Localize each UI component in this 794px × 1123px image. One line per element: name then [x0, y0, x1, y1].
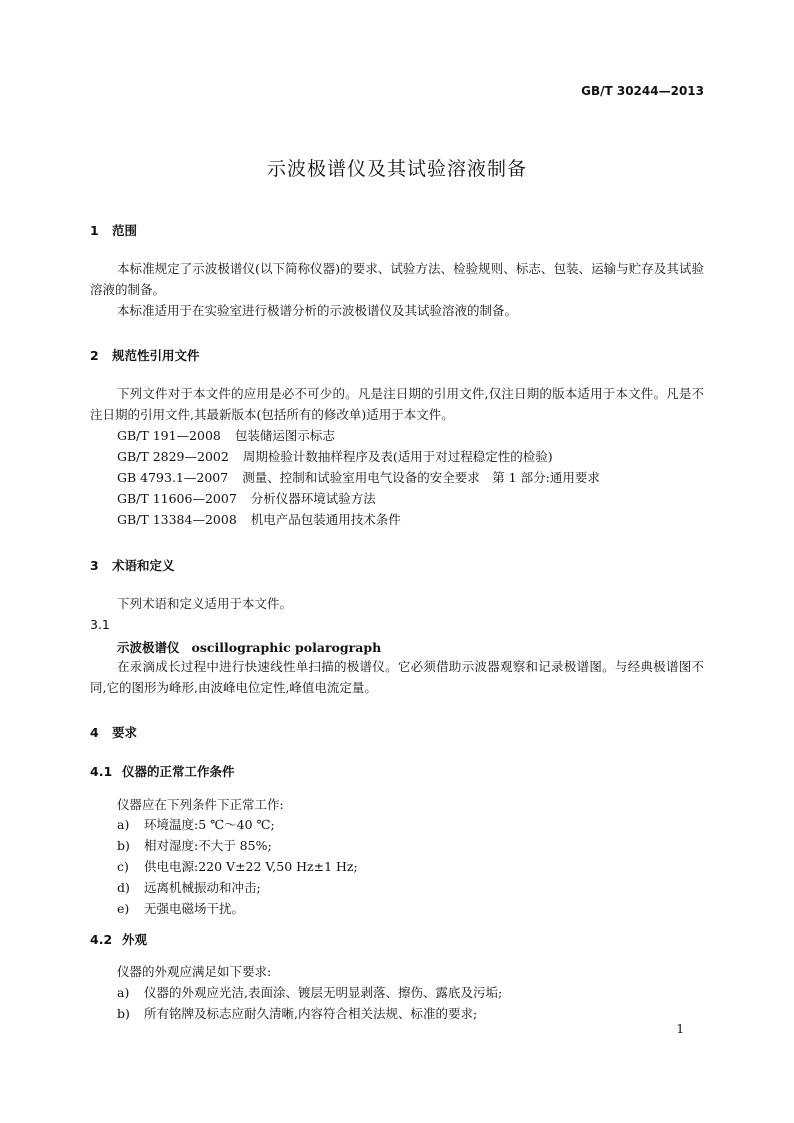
reference-code: GB/T 11606—2007: [117, 491, 237, 506]
list-text: 环境温度:5 ℃～40 ℃;: [144, 817, 275, 832]
subsection-4-2-heading: [90, 930, 147, 948]
list-label: b): [117, 1006, 130, 1021]
reference-item: [117, 468, 600, 486]
list-item: [117, 983, 502, 1001]
list-item: [117, 815, 275, 833]
term-english: oscillographic polarograph: [191, 640, 382, 655]
section-number: 4: [90, 725, 99, 740]
list-item: [117, 1004, 477, 1022]
section-number: 2: [90, 348, 99, 363]
list-label: d): [117, 880, 130, 895]
reference-title: 包装储运图示标志: [234, 428, 335, 443]
section-title: 范围: [112, 223, 138, 238]
subsection-4-1-intro: 仪器应在下列条件下正常工作:: [117, 797, 284, 812]
subsection-4-2-intro: 仪器的外观应满足如下要求:: [117, 964, 272, 979]
section-2-paragraph-1: 下列文件对于本文件的应用是必不可少的。凡是注日期的引用文件,仅注日期的版本适用于本文件。凡是不注日期的引用文件,其最新版本(包括所有的修改单)适用于本文件。: [90, 386, 704, 422]
subsection-title: 仪器的正常工作条件: [122, 764, 235, 779]
list-text: 仪器的外观应光洁,表面涂、镀层无明显剥落、擦伤、露底及污垢;: [144, 985, 503, 1000]
section-1-paragraph-2: 本标准适用于在实验室进行极谱分析的示波极谱仪及其试验溶液的制备。: [117, 303, 518, 318]
list-text: 所有铭牌及标志应耐久清晰,内容符合相关法规、标准的要求;: [144, 1006, 478, 1021]
standard-number: GB/T 30244—2013: [581, 84, 704, 98]
list-item: [117, 857, 358, 875]
page-number: 1: [676, 1022, 684, 1036]
reference-title: 测量、控制和试验室用电气设备的安全要求 第 1 部分:通用要求: [242, 470, 600, 485]
subsection-number: 4.1: [90, 764, 113, 779]
section-1-heading: [90, 221, 137, 239]
list-label: b): [117, 838, 130, 853]
term-heading: [117, 638, 381, 656]
reference-code: GB/T 2829—2002: [117, 449, 229, 464]
subsection-4-1-heading: [90, 762, 235, 780]
reference-title: 分析仪器环境试验方法: [250, 491, 376, 506]
section-4-heading: [90, 723, 137, 741]
section-2-heading: [90, 346, 200, 364]
section-3-heading: [90, 556, 175, 574]
section-1-paragraph-1: 本标准规定了示波极谱仪(以下简称仪器)的要求、试验方法、检验规则、标志、包装、运输与贮存及其试验溶液的制备。: [90, 261, 704, 297]
list-text: 相对湿度:不大于 85%;: [144, 838, 272, 853]
term-chinese: 示波极谱仪: [117, 640, 180, 655]
reference-title: 机电产品包装通用技术条件: [250, 512, 401, 527]
reference-item: [117, 489, 376, 507]
term-definition: 在汞滴成长过程中进行快速线性单扫描的极谱仪。它必须借助示波器观察和记录极谱图。与经典极谱图不同,它的图形为峰形,由波峰电位定性,峰值电流定量。: [90, 659, 704, 695]
list-text: 远离机械振动和冲击;: [144, 880, 261, 895]
section-3-paragraph-1: 下列术语和定义适用于本文件。: [117, 596, 293, 611]
list-item: [117, 878, 261, 896]
section-number: 3: [90, 558, 99, 573]
section-title: 要求: [112, 725, 138, 740]
subsection-title: 外观: [122, 932, 148, 947]
list-label: a): [117, 985, 130, 1000]
section-title: 术语和定义: [112, 558, 175, 573]
section-number: 1: [90, 223, 99, 238]
reference-item: [117, 426, 335, 444]
reference-item: [117, 447, 553, 465]
list-text: 供电电源:220 V±22 V,50 Hz±1 Hz;: [144, 859, 358, 874]
reference-code: GB/T 13384—2008: [117, 512, 237, 527]
section-title: 规范性引用文件: [112, 348, 200, 363]
list-text: 无强电磁场干扰。: [144, 901, 245, 916]
reference-code: GB/T 191—2008: [117, 428, 221, 443]
term-number: 3.1: [90, 617, 110, 632]
list-label: e): [117, 901, 130, 916]
reference-title: 周期检验计数抽样程序及表(适用于对过程稳定性的检验): [242, 449, 553, 464]
reference-code: GB 4793.1—2007: [117, 470, 229, 485]
reference-item: [117, 510, 401, 528]
list-item: [117, 899, 244, 917]
document-title: 示波极谱仪及其试验溶液制备: [266, 158, 527, 180]
list-item: [117, 836, 272, 854]
list-label: a): [117, 817, 130, 832]
list-label: c): [117, 859, 129, 874]
subsection-number: 4.2: [90, 932, 113, 947]
